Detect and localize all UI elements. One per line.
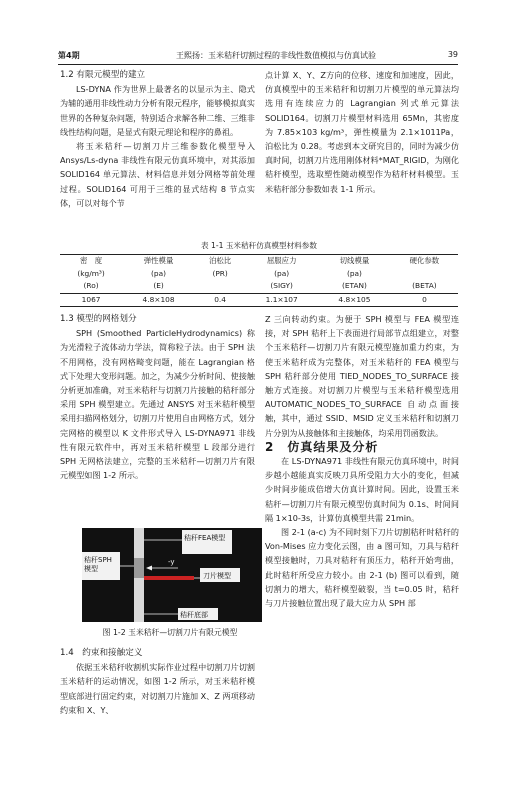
header-page-number: 39 <box>447 50 458 59</box>
table-symbol-row <box>60 280 458 293</box>
material-parameter-table <box>60 240 458 307</box>
table-cell: (BETA) <box>391 280 458 293</box>
table-cell <box>195 280 245 293</box>
table-header-row <box>60 255 458 268</box>
left-column-middle <box>60 312 255 482</box>
paragraph: Z 三向转动约束。为便于 SPH 模型与 FEA 模型连接，对 SPH 秸秆上下表面进行局部节点组建立，对整个玉米秸秆—切割刀片有限元模型施加重力约束，为使玉米秸秆成为完整体，对玉米秸秆的 FEA 模型与 SPH 秸秆部分使用 TIED_NODES_TO_SURFACE 接触方式连接。对切割刀片模型与玉米秸秆模型选用 AUTOMATIC_NODES_TO_SURFACE 自动点面接触，其中，通过 SSID、MSID 定义玉米秸秆和切割刀片分别为从接触体和主接触体，均采用罚函数法。 <box>265 314 459 438</box>
paragraph: 点计算 X、Y、Z方向的位移、速度和加速度，因此，仿真模型中的玉米秸秆和切割刀片模型的单元算法均选用有连续应力的 Lagrangian 列式单元算法 SOLID164。切割刀片模型材料选用 65Mn，其密度为 7.85×103 kg/m³，弹性模量为 2.1×1011Pa，泊松比为 0.28。考虑到本文研究目的，同时为减少仿真时间，切割刀片选用刚体材料*MAT_RIGID，为刚化秸秆模型，选取塑性随动模型作为秸秆材料模型。玉米秸秆部分参数如表 1-1 所示。 <box>265 70 459 194</box>
table-cell: 切线模量 <box>318 255 391 268</box>
header-title: 王熙扬：玉米秸秆切割过程的非线性数值模拟与仿真试验 <box>176 51 376 60</box>
paragraph: SPH (Smoothed ParticleHydrodynamics) 称为光滑粒子流体动力学法，简称粒子法。由于 SPH 法不用网格，没有网格畸变问题，能在 Lagrangian 格式下处理大变形问题。加之，为减少分析时间、使接触分析更加准确，对玉米秸秆与切割刀片接触的秸秆部分采用 SPH 模型建立。先通过 ANSYS 对玉米秸秆模型采用扫描网格划分，切割刀片使用自由网格方式，划分完网格的模型以 K 文件形式导入 LS-DYNA971 非线性有限元软件中，再对玉米秸秆模型 L 段部分进行 SPH 无网格法建立，完整的玉米秸秆—切割刀片有限元模型如图 1-2 所示。 <box>60 328 255 481</box>
table-cell: (pa) <box>274 268 290 278</box>
paragraph: 图 2-1 (a-c) 为不同时刻下刀片切割秸秆时秸秆的 Von-Mises 应力变化云图，由 a 图可知，刀具与秸秆模型接触时，刀具对秸秆有顶压力，秸秆开始弯曲，此时秸秆所受应力较小。由 2-1 (b) 图可以看到，随切割力的增大，秸秆模型破裂，当 t=0.05 时，秸秆与刀片接触位置出现了最大应力从 SPH 部 <box>265 527 459 609</box>
table-caption: 表 1-1 玉米秸秆仿真模型材料参数 <box>201 241 317 250</box>
blade-shape <box>144 576 194 580</box>
table-cell: (ETAN) <box>318 280 391 293</box>
right-column-top <box>265 68 459 196</box>
sph-segment-shape <box>134 558 144 578</box>
table-cell: 1067 <box>60 293 122 307</box>
section-heading-1-3: 1.3 模型的网格划分 <box>60 314 137 324</box>
section-heading-2: 2 仿真结果及分析 <box>265 439 379 454</box>
table-cell: (pa) <box>346 268 362 278</box>
table-cell: 弹性模量 <box>122 255 195 268</box>
table-cell: (kg/m³) <box>77 268 105 278</box>
left-column-bottom <box>60 646 255 717</box>
table-unit-row <box>60 268 458 281</box>
header-issue: 第4期 <box>58 51 80 60</box>
table-cell <box>391 268 458 281</box>
paragraph: 将玉米秸秆—切割刀片三维参数化模型导入 Ansys/Ls-dyna 非线性有限元仿真环境中，对其添加 SOLID164 单元算法、材料信息并划分网格等前处理过程。SOLID164 可用于三维的显式结构 8 节点实体，可以对每个节 <box>60 141 255 208</box>
table-cell: 0.4 <box>195 293 245 307</box>
table-cell: (PR) <box>212 268 228 278</box>
label-neg-y: -y <box>168 558 175 566</box>
left-column-top <box>60 68 255 210</box>
section-heading-1-4: 1.4 约束和接触定义 <box>60 648 143 658</box>
table-cell: (E) <box>122 280 195 293</box>
section-heading-1-2: 1.2 有限元模型的建立 <box>60 70 146 80</box>
table-cell: 硬化参数 <box>391 255 458 268</box>
table-cell: (SIGY) <box>245 280 318 293</box>
right-column-bottom <box>265 312 459 610</box>
paragraph: LS-DYNA 作为世界上最著名的以显示为主、隐式为辅的通用非线性动力分析有限元程序，能够模拟真实世界的各种复杂问题，特别适合求解各种二维、三维非线性结构问题，是显式有限元理论和程序的鼻祖。 <box>60 84 255 137</box>
table-cell: 4.8×108 <box>122 293 195 307</box>
label-blade-model: 刀片模型 <box>203 572 231 580</box>
table-cell: 屈服应力 <box>245 255 318 268</box>
table-cell: 1.1×107 <box>245 293 318 307</box>
table-cell: 4.8×105 <box>318 293 391 307</box>
finite-element-model-figure <box>82 528 262 622</box>
label-stalk-bottom: 秸秆底部 <box>180 611 208 619</box>
table-cell: 0 <box>391 293 458 307</box>
running-header <box>58 48 458 65</box>
figure-image <box>82 528 262 622</box>
paragraph: 依据玉米秸秆收割机实际作业过程中切割刀片切割玉米秸秆的运动情况，如图 1-2 所示，对玉米秸秆模型底部进行固定约束，对切割刀片施加 X、Z 两项移动约束和 X、Y、 <box>60 662 255 715</box>
table-cell: 密 度 <box>60 255 122 268</box>
table-cell: (Ro) <box>60 280 122 293</box>
table-cell: (pa) <box>151 268 167 278</box>
table-cell: 泊松比 <box>195 255 245 268</box>
figure-caption: 图 1-2 玉米秸秆—切割刀片有限元模型 <box>102 628 238 637</box>
table-value-row <box>60 293 458 307</box>
label-sph-model: 秸秆SPH模型 <box>84 556 112 573</box>
paragraph: 在 LS-DYNA971 非线性有限元仿真环境中，时间步越小越能真实反映刀具所受阻力大小的变化，但减少时间步能成倍增大仿真计算时间。因此，设置玉米秸秆—切割刀片有限元模型仿真时间为 0.1s、时间间隔 1×10-3s，计算仿真模型共需 21min。 <box>265 456 459 523</box>
label-fea-model: 秸秆FEA模型 <box>184 534 226 542</box>
